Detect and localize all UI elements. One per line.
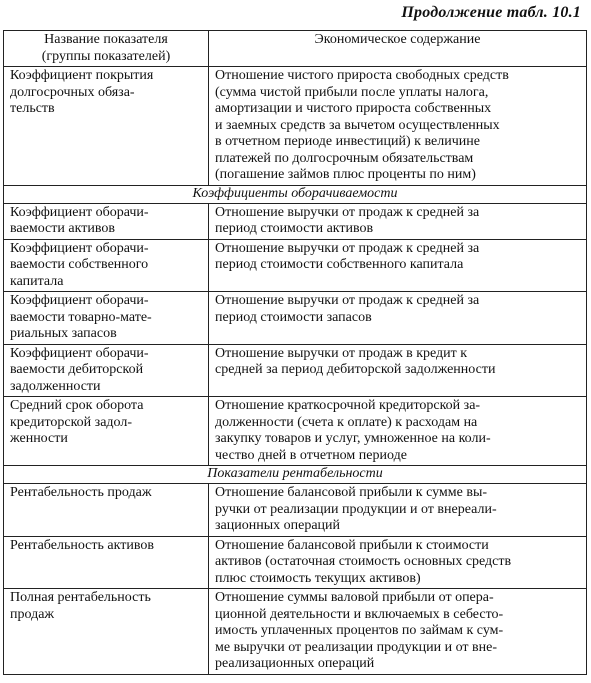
section-row: [4, 185, 587, 203]
economic-content: Отношение суммы валовой прибыли от опера- ционной деятельности и включаемых в себесто- имость уплаченных процентов по займам к сум- ме выручки от реализации продукции и от вне- реализационных операций: [209, 589, 587, 675]
economic-content: Отношение балансовой прибыли к стоимости активов (остаточная стоимость основных средств плюс стоимость текущих активов): [209, 536, 587, 589]
indicator-name: Полная рентабельность продаж: [4, 589, 209, 675]
section-title: Показатели рентабельности: [4, 466, 587, 484]
table-row: [4, 589, 587, 675]
table-row: [4, 239, 587, 292]
table-row: [4, 484, 587, 537]
table-header-row: [4, 31, 587, 67]
table-caption: Продолжение табл. 10.1: [401, 4, 581, 21]
section-title: Коэффициенты оборачиваемости: [4, 185, 587, 203]
indicator-name: Коэффициент покрытия долгосрочных обяза- тельств: [4, 67, 209, 186]
economic-content: Отношение выручки от продаж к средней за период стоимости собственного капитала: [209, 239, 587, 292]
indicator-name: Рентабельность активов: [4, 536, 209, 589]
section-row: [4, 466, 587, 484]
header-economic-content: Экономическое содержание: [209, 31, 587, 67]
indicator-name: Коэффициент оборачи- ваемости товарно-мате- риальных запасов: [4, 292, 209, 345]
table-row: [4, 67, 587, 186]
economic-content: Отношение выручки от продаж в кредит к средней за период дебиторской задолженности: [209, 344, 587, 397]
indicators-table: [3, 30, 587, 675]
table-row: [4, 203, 587, 239]
header-indicator-name: Название показателя (группы показателей): [4, 31, 209, 67]
indicator-name: Коэффициент оборачи- ваемости активов: [4, 203, 209, 239]
indicator-name: Коэффициент оборачи- ваемости собственного капитала: [4, 239, 209, 292]
table-row: [4, 536, 587, 589]
economic-content: Отношение выручки от продаж к средней за период стоимости активов: [209, 203, 587, 239]
table-row: [4, 292, 587, 345]
table-row: [4, 344, 587, 397]
economic-content: Отношение чистого прироста свободных средств (сумма чистой прибыли после уплаты налога, амортизации и чистого прироста собственных и заемных средств за вычетом осуществленных в отчетном периоде инвестиций) к величине платежей по долгосрочным обязательствам (погашение займов плюс проценты по ним): [209, 67, 587, 186]
economic-content: Отношение краткосрочной кредиторской за- долженности (счета к оплате) к расходам на закупку товаров и услуг, умноженное на коли- чество дней в отчетном периоде: [209, 397, 587, 466]
economic-content: Отношение балансовой прибыли к сумме вы- ручки от реализации продукции и от внереали- зационных операций: [209, 484, 587, 537]
indicator-name: Рентабельность продаж: [4, 484, 209, 537]
economic-content: Отношение выручки от продаж к средней за период стоимости запасов: [209, 292, 587, 345]
table-row: [4, 397, 587, 466]
indicator-name: Коэффициент оборачи- ваемости дебиторской задолженности: [4, 344, 209, 397]
indicator-name: Средний срок оборота кредиторской задол- женности: [4, 397, 209, 466]
